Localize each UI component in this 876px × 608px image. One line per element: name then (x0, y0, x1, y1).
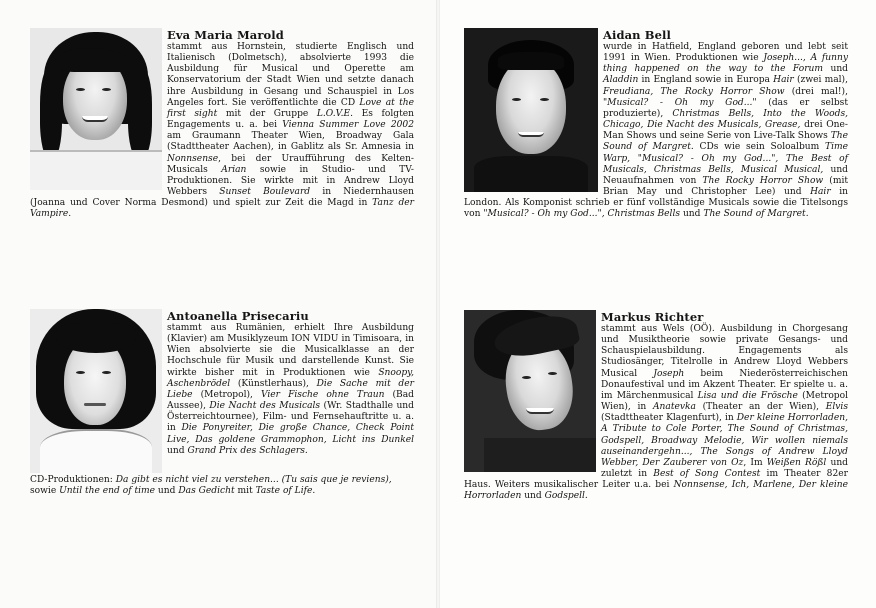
show-title: Elvis (825, 402, 848, 413)
cd-title: Taste of Life. (255, 486, 316, 497)
cd-title: Love at the first sight (167, 97, 414, 119)
cd-title: Da gibt es nicht viel zu verstehen... (Tu sais que je reviens), (115, 475, 392, 485)
profile-aidan-bell (464, 28, 848, 221)
show-title: Hair (810, 187, 831, 198)
bio-text: und (167, 445, 188, 456)
show-title: Der kleine Horrorladen, A Tribute to Cole Porter, The Sound of Christmas, Godspell, Broadway Melodie, Wir wollen niemals auseinandergehn..., The Songs of Andrew Lloyd Webber, Der Zauberer von Oz (601, 413, 849, 468)
show-title: Christmas Bells, Into the Woods, Chicago, Die Nacht des Musicals, Grease, (603, 108, 848, 131)
show-title: Die Nacht des Musicals (209, 401, 321, 412)
show-title: Die Ponyreiter, Die große Chance, Check Point Live, Das goldene Grammophon, Licht ins Dunkel (167, 423, 415, 445)
cd-title: Das Gedicht (178, 486, 235, 497)
bio-text: sowie (30, 486, 60, 497)
cd-label: CD-Produktionen: (30, 475, 116, 485)
profile-name: Eva Maria Marold (167, 28, 284, 42)
show-title: "Musical? - Oh my God..." (603, 97, 757, 108)
show-title: Lisa und die Frösche (697, 390, 798, 401)
bio-text: stammt aus Hornstein, studierte Englisch und Italienisch (Dolmetsch), absolvierte 1993 die Ausbildung für Musical und Operette am Konservatorium der Stadt Wien und setzte danach ihre Ausbildung in Gesang und Schauspiel in Los Angeles fort. Sie veröffentlichte die CD (167, 42, 414, 108)
bio-text: wurde in Hatfield, England geboren und lebt seit 1991 in Wien. Produktionen wie (603, 42, 848, 64)
show-title: Joseph... (763, 53, 803, 64)
show-title: Nonnsense, Ich, Marlene, Der kleine Horrorladen (464, 480, 848, 502)
bio-text: drei One-Man Shows und seine Serie von Live-Talk Shows (603, 120, 848, 142)
show-title: The Sound of Margret. (603, 131, 848, 153)
bio-text: , (802, 53, 811, 64)
bio-text: (Metropol), (192, 389, 261, 400)
show-title: Vienna Summer Love 2002 (282, 120, 415, 131)
bio-text: und zuletzt in (601, 457, 848, 480)
show-title: Godspell. (544, 491, 588, 502)
show-title: Time Warp, "Musical? - Oh my God...", The Best of Musicals, Christmas Bells, Musical Musical, (603, 142, 848, 175)
show-title: Tanz der Vampire (30, 198, 415, 220)
bio-text: , bei der Uraufführung des Kelten-Musicals (167, 153, 414, 175)
portrait-photo-aidan (464, 28, 598, 192)
bio-text: (zwei mal), (793, 75, 848, 86)
show-title: Aladdin (603, 75, 639, 86)
bio-text: (Bad Aussee), (167, 389, 414, 412)
show-title: Sunset Boulevard (219, 187, 311, 198)
show-title: Grand Prix des Schlagers. (187, 445, 308, 456)
bio-text: stammt aus Wels (OÖ). Ausbildung in Chorgesang und Musiktheorie sowie private Gesangs- und Schauspielausbildung. Engagements als Studiosänger, Titelrolle in Andrew Lloyd Webbers Musical (601, 324, 848, 379)
bio-text: in London. Als Komponist schrieb er fünf vollständige Musicals sowie die Titelsongs von (464, 187, 849, 220)
bio-text: mit der Gruppe (217, 108, 317, 119)
bio-text: in Niedernhausen (Joanna und Cover Norma Desmond) und spielt zur Zeit die Magd in (30, 187, 414, 209)
bio-text: (Künstlerhaus), (230, 378, 317, 389)
profile-antoanella-prisecariu (30, 309, 414, 497)
profile-eva-maria-marold (30, 28, 414, 221)
bio-text: im Theater 82er Haus. Weiters musikalischer Leiter u.a. bei (464, 469, 848, 491)
portrait-photo-markus (464, 310, 596, 472)
cd-title: Until the end of time (59, 486, 156, 497)
portrait-photo-eva (30, 28, 162, 190)
show-title: Anatevka (652, 402, 696, 413)
bio-text: am Graumann Theater Wien, Broadway Gala (Stadttheater Aachen), in Gablitz als Sr. Amnesia in (167, 131, 414, 153)
show-title: Nonnsense (167, 153, 219, 164)
bio-text: und (521, 491, 545, 502)
show-title: The Rocky Horror Show (702, 175, 824, 186)
bio-text: Es folgten Engagements u. a. bei (167, 108, 414, 131)
show-title: Hair (773, 75, 794, 86)
bio-text: sowie in Studio- und TV-Produktionen. Sie wirkte mit in Andrew Lloyd Webbers (167, 164, 414, 198)
bio-text: CDs wie sein Soloalbum (693, 142, 826, 153)
show-title: Freudiana, The Rocky Horror Show (603, 86, 785, 97)
bio-text: stammt aus Rumänien, erhielt Ihre Ausbildung (Klavier) am Musiklyzeum ION VIDU in Timisoara, in Wien absolvierte sie die Musicalklasse an der Hochschule für Musik und darstellende Kunst. Sie wirkte bisher mit in Produktionen wie (167, 323, 414, 378)
page-fold (436, 0, 440, 608)
show-title: Vier Fische ohne Traun (260, 389, 385, 400)
group-name: L.O.V.E. (316, 108, 354, 119)
bio-text: und (823, 64, 848, 75)
bio-text: (Stadttheater Klagenfurt), in (601, 413, 737, 424)
show-title: "Musical? - Oh my God...", Christmas Bells (483, 209, 681, 220)
bio-text: mit (234, 486, 256, 497)
show-title: Best of Song Contest (653, 469, 761, 480)
bio-text: , Im (743, 457, 767, 468)
profile-name: Aidan Bell (603, 28, 671, 42)
bio-text: (Theater an der Wien), (695, 402, 826, 413)
bio-text: (mit Brian May und Christopher Lee) und (603, 175, 849, 198)
bio-text: in England sowie in Europa (638, 75, 774, 86)
show-title: The Sound of Margret. (703, 209, 809, 220)
bio-text: (Metropol Wien), in (601, 390, 849, 413)
show-title: Snoopy, Aschenbrödel (167, 367, 414, 389)
show-title: Die Sache mit der Liebe (167, 378, 414, 400)
profile-name: Antoanella Prisecariu (167, 309, 309, 323)
bio-text: beim Niederösterreichischen Donaufestival und im Akzent Theater. Er spielte u. a. im Märchenmusical (601, 368, 848, 401)
bio-text: . (68, 209, 72, 220)
bio-text: und (680, 209, 704, 220)
bio-text: und Neuaufnahmen von (603, 164, 848, 186)
bio-text: (das er selbst produzierte), (603, 97, 848, 119)
show-title: A funny thing happened on the way to the Forum (603, 53, 848, 75)
show-title: Arian (221, 164, 247, 175)
bio-text: und (155, 486, 179, 497)
bio-text: (drei mal!), (784, 86, 848, 97)
profile-markus-richter (464, 310, 848, 503)
portrait-photo-antoanella (30, 309, 162, 473)
show-title: Joseph (653, 368, 685, 379)
profile-name: Markus Richter (601, 310, 704, 324)
bio-text: (Wr. Stadthalle und Österreichtournee), Film- und Fernsehauftritte u. a. in (167, 401, 414, 434)
show-title: Weißen Rößl (766, 457, 827, 468)
